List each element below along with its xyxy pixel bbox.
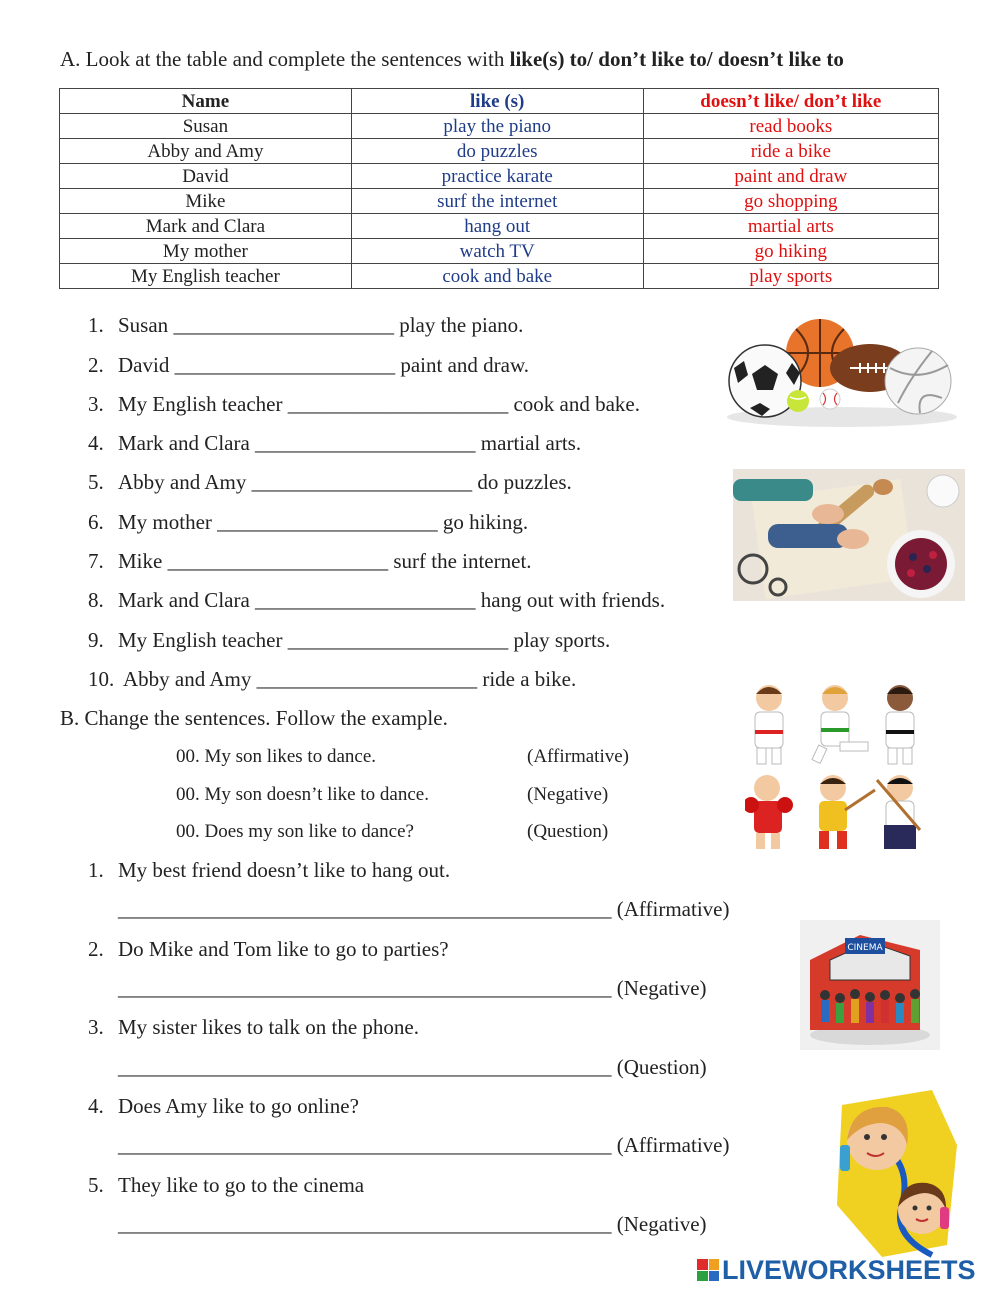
instruction-bold-text: like(s) to/ don’t like to/ doesn’t like to [509, 47, 844, 71]
subject: Abby and Amy [118, 470, 247, 494]
cell-name: Abby and Amy [60, 139, 352, 164]
subject: David [118, 353, 170, 377]
header-name: Name [60, 89, 352, 114]
item-number: 5. [88, 470, 104, 494]
answer-blank[interactable]: _____________________ [255, 431, 476, 455]
answer-blank[interactable]: _____________________ [256, 667, 478, 691]
cell-dislike: go shopping [643, 189, 938, 214]
svg-text:CINEMA: CINEMA [847, 943, 883, 953]
cell-dislike: read books [643, 114, 938, 139]
item-number: 3. [88, 392, 104, 416]
answer-blank[interactable]: _____________________ [251, 470, 473, 494]
cell-name: David [60, 164, 352, 189]
logo-badge [697, 1259, 719, 1281]
cell-dislike: ride a bike [643, 139, 938, 164]
cell-like: play the piano [351, 114, 643, 139]
b-answer-4 [118, 1133, 729, 1157]
sentence-8 [88, 588, 665, 612]
example-sentence: 00. My son doesn’t like to dance. [176, 784, 429, 805]
subject: Mark and Clara [118, 588, 250, 612]
sentence-rest: go hiking. [442, 510, 529, 534]
cell-like: do puzzles [351, 139, 643, 164]
item-number: 2. [88, 353, 104, 377]
item-number: 9. [88, 628, 104, 652]
item-number: 7. [88, 549, 104, 573]
cell-like: surf the internet [351, 189, 643, 214]
example-type: (Negative) [527, 784, 609, 805]
table-row [60, 114, 939, 139]
sentence-rest: martial arts. [480, 431, 582, 455]
item-number: 3. [88, 1015, 104, 1039]
sentence-rest: ride a bike. [482, 667, 577, 691]
logo-text: LIVEWORKSHEETS [722, 1254, 976, 1285]
example-type: (Question) [527, 821, 609, 842]
example-sentence: 00. Does my son like to dance? [176, 821, 414, 842]
b-answer-2 [118, 976, 707, 1000]
cell-dislike: paint and draw [643, 164, 938, 189]
b-sentence: My best friend doesn’t like to hang out. [118, 858, 451, 882]
cell-like: watch TV [351, 239, 643, 264]
cell-name: My English teacher [60, 264, 352, 289]
answer-type: (Question) [616, 1055, 707, 1079]
instruction-text: A. Look at the table and complete the sentences with [60, 47, 510, 71]
sentence-6 [88, 510, 528, 534]
subject: My mother [118, 510, 212, 534]
item-number: 6. [88, 510, 104, 534]
likes-table [59, 88, 939, 289]
item-number: 10. [88, 667, 115, 691]
cell-name: Mark and Clara [60, 214, 352, 239]
cell-name: My mother [60, 239, 352, 264]
b-sentence: They like to go to the cinema [118, 1173, 365, 1197]
header-dislike: doesn’t like/ don’t like [643, 89, 938, 114]
cell-dislike: martial arts [643, 214, 938, 239]
cinema-image [800, 920, 940, 1050]
item-number: 1. [88, 313, 104, 337]
subject: Susan [118, 313, 169, 337]
answer-blank[interactable]: _______________________________________________ [118, 1133, 612, 1157]
answer-blank[interactable]: _______________________________________________ [118, 1055, 612, 1079]
answer-type: (Affirmative) [616, 897, 730, 921]
sentence-7 [88, 549, 532, 573]
example-type: (Affirmative) [527, 746, 629, 767]
answer-blank[interactable]: _______________________________________________ [118, 897, 612, 921]
subject: Mark and Clara [118, 431, 250, 455]
b-item-1 [88, 858, 450, 882]
b-item-5 [88, 1173, 364, 1197]
table-header-row [60, 89, 939, 114]
table-row [60, 214, 939, 239]
subject: Mike [118, 549, 163, 573]
sports-balls-image [720, 313, 965, 428]
answer-blank[interactable]: _____________________ [173, 313, 394, 337]
sentence-rest: cook and bake. [513, 392, 640, 416]
answer-type: (Negative) [616, 976, 707, 1000]
liveworksheets-logo [697, 1255, 976, 1285]
section-a-instruction [60, 47, 844, 71]
item-number: 5. [88, 1173, 104, 1197]
answer-blank[interactable]: _______________________________________________ [118, 1212, 612, 1236]
sentence-rest: hang out with friends. [480, 588, 666, 612]
sentence-rest: play sports. [513, 628, 611, 652]
b-item-3 [88, 1015, 419, 1039]
b-item-2 [88, 937, 449, 961]
answer-blank[interactable]: _____________________ [174, 353, 396, 377]
item-number: 1. [88, 858, 104, 882]
answer-blank[interactable]: _____________________ [287, 392, 509, 416]
table-row [60, 164, 939, 189]
item-number: 4. [88, 1094, 104, 1118]
subject: My English teacher [118, 628, 283, 652]
sentence-rest: surf the internet. [393, 549, 532, 573]
sentence-3 [88, 392, 640, 416]
phone-girls-image [822, 1085, 962, 1260]
sentence-rest: do puzzles. [477, 470, 572, 494]
answer-type: (Negative) [616, 1212, 707, 1236]
b-item-4 [88, 1094, 359, 1118]
b-answer-1 [118, 897, 729, 921]
cell-name: Susan [60, 114, 352, 139]
karate-kids-image [745, 680, 925, 855]
answer-blank[interactable]: _____________________ [217, 510, 438, 534]
answer-blank[interactable]: _____________________ [287, 628, 509, 652]
cell-like: practice karate [351, 164, 643, 189]
sentence-2 [88, 353, 529, 377]
sentence-9 [88, 628, 610, 652]
b-sentence: My sister likes to talk on the phone. [118, 1015, 419, 1039]
example-sentence: 00. My son likes to dance. [176, 746, 377, 767]
b-answer-5 [118, 1212, 707, 1236]
item-number: 4. [88, 431, 104, 455]
answer-blank[interactable]: _____________________ [255, 588, 476, 612]
answer-type: (Affirmative) [616, 1133, 730, 1157]
b-sentence: Does Amy like to go online? [118, 1094, 359, 1118]
table-row [60, 264, 939, 289]
cell-like: cook and bake [351, 264, 643, 289]
subject: Abby and Amy [123, 667, 252, 691]
sentence-rest: play the piano. [399, 313, 524, 337]
sentence-5 [88, 470, 572, 494]
sentence-1 [88, 313, 523, 337]
subject: My English teacher [118, 392, 283, 416]
item-number: 8. [88, 588, 104, 612]
table-row [60, 139, 939, 164]
item-number: 2. [88, 937, 104, 961]
sentence-rest: paint and draw. [400, 353, 530, 377]
cell-dislike: play sports [643, 264, 938, 289]
cell-name: Mike [60, 189, 352, 214]
table-row [60, 189, 939, 214]
answer-blank[interactable]: _____________________ [167, 549, 389, 573]
sentence-10 [88, 667, 576, 691]
table-row [60, 239, 939, 264]
sentence-4 [88, 431, 581, 455]
cell-dislike: go hiking [643, 239, 938, 264]
b-sentence: Do Mike and Tom like to go to parties? [118, 937, 449, 961]
answer-blank[interactable]: _______________________________________________ [118, 976, 612, 1000]
cell-like: hang out [351, 214, 643, 239]
header-like: like (s) [351, 89, 643, 114]
section-b-instruction: B. Change the sentences. Follow the example. [60, 706, 448, 730]
baking-image [733, 469, 965, 601]
b-answer-3 [118, 1055, 707, 1079]
